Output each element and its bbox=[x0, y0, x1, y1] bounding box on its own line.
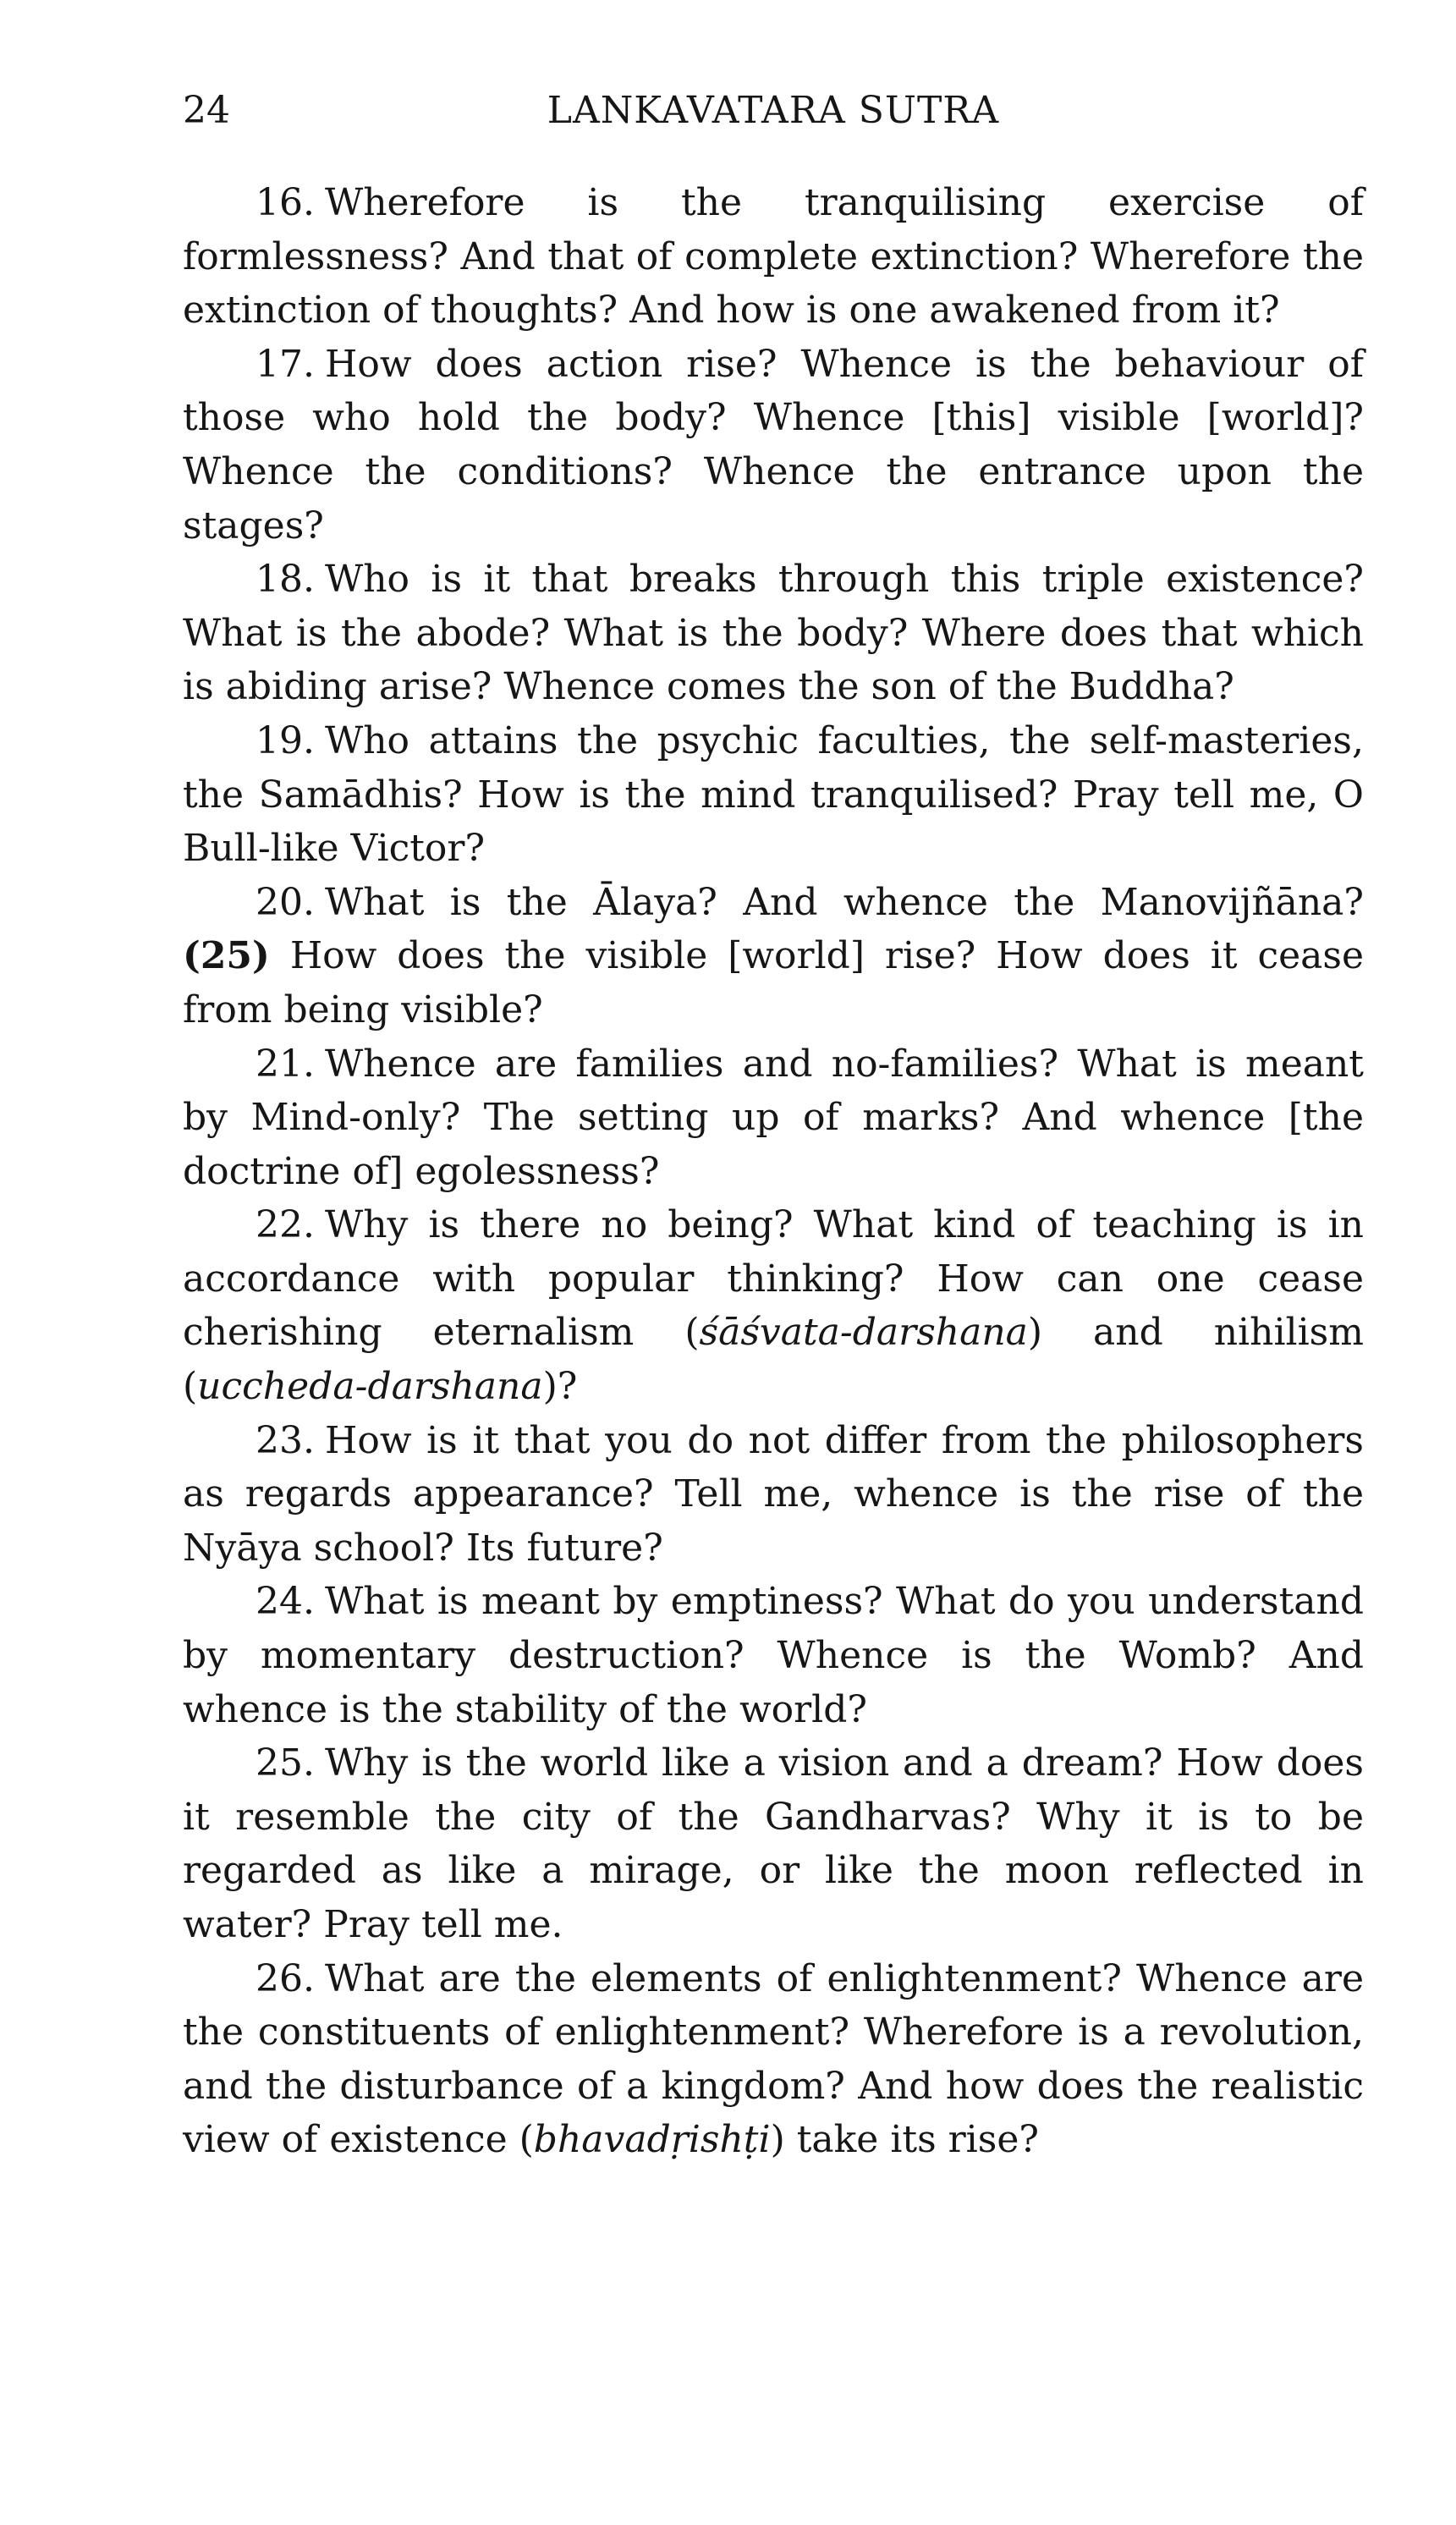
verse-21 bbox=[183, 1037, 1364, 1199]
verse-text: Why is there no being? What kind of teaching is in accordance with popular thinking? How can one cease cherishing eternalism ( bbox=[183, 1203, 1364, 1355]
body-text bbox=[183, 176, 1364, 2167]
running-title: LANKAVATARA SUTRA bbox=[547, 89, 1000, 132]
sanskrit-term: uccheda-darshana bbox=[197, 1365, 543, 1409]
verse-number: 24. bbox=[255, 1580, 315, 1624]
verse-text: Wherefore is the tranquilising exercise of formlessness? And that of complete extinction? Wherefore the extinction of thoughts? And how is one awakened from it? bbox=[183, 181, 1364, 333]
verse-number: 22. bbox=[255, 1203, 315, 1247]
verse-number: 26. bbox=[255, 1956, 315, 2000]
verse-25 bbox=[183, 1736, 1364, 1951]
verse-number: 16. bbox=[255, 181, 315, 224]
verse-text: How does the visible [world] rise? How does it cease from being visible? bbox=[183, 934, 1364, 1031]
verse-text: ) take its rise? bbox=[770, 2118, 1039, 2162]
verse-text: Why is the world like a vision and a dream? How does it resemble the city of the Gandharvas? Why it is to be regarded as like a mirage, or like the moon reflected in water? Pray tell me. bbox=[183, 1741, 1364, 1946]
verse-24 bbox=[183, 1575, 1364, 1736]
original-page-marker: (25) bbox=[183, 934, 270, 978]
verse-text: What is meant by emptiness? What do you understand by momentary destruction? Whence is the Womb? And whence is the stability of the world? bbox=[183, 1580, 1364, 1731]
verse-text: Who attains the psychic faculties, the self-masteries, the Samādhis? How is the mind tranquilised? Pray tell me, O Bull-like Victor? bbox=[183, 718, 1364, 871]
verse-20 bbox=[183, 876, 1364, 1037]
verse-18 bbox=[183, 553, 1364, 714]
sanskrit-term: śāśvata-darshana bbox=[699, 1311, 1028, 1355]
verse-19 bbox=[183, 714, 1364, 876]
verse-23 bbox=[183, 1414, 1364, 1576]
verse-text: )? bbox=[542, 1365, 578, 1409]
verse-number: 17. bbox=[255, 342, 315, 386]
verse-number: 23. bbox=[255, 1418, 315, 1462]
verse-number: 20. bbox=[255, 880, 315, 924]
page-number: 24 bbox=[183, 89, 230, 132]
sanskrit-term: bhavadṛishṭi bbox=[533, 2118, 771, 2162]
verse-number: 21. bbox=[255, 1042, 315, 1086]
verse-text: How does action rise? Whence is the behaviour of those who hold the body? Whence [this] visible [world]? Whence the conditions? Whence the entrance upon the stages? bbox=[183, 342, 1364, 547]
verse-26 bbox=[183, 1952, 1364, 2167]
verse-text: Who is it that breaks through this triple existence? What is the abode? What is the body? Where does that which is abiding arise? Whence comes the son of the Buddha? bbox=[183, 558, 1364, 709]
verse-text: ) and nihilism ( bbox=[183, 1311, 1364, 1409]
verse-17 bbox=[183, 338, 1364, 553]
verse-text: Whence are families and no-families? What is meant by Mind-only? The setting up of marks? And whence [the doctrine of] egolessness? bbox=[183, 1042, 1364, 1193]
verse-number: 18. bbox=[255, 558, 315, 602]
verse-text: How is it that you do not differ from the philosophers as regards appearance? Tell me, whence is the rise of the Nyāya school? Its future? bbox=[183, 1418, 1364, 1570]
verse-16 bbox=[183, 176, 1364, 338]
verse-number: 25. bbox=[255, 1741, 315, 1785]
verse-number: 19. bbox=[255, 718, 315, 762]
verse-text: What are the elements of enlightenment? Whence are the constituents of enlightenment? Wherefore is a revolution, and the disturbance of a kingdom? And how does the realistic view of existence ( bbox=[183, 1956, 1364, 2162]
verse-text: What is the Ālaya? And whence the Manovijñāna? bbox=[324, 880, 1364, 924]
verse-22 bbox=[183, 1198, 1364, 1413]
page-header bbox=[183, 81, 1364, 140]
